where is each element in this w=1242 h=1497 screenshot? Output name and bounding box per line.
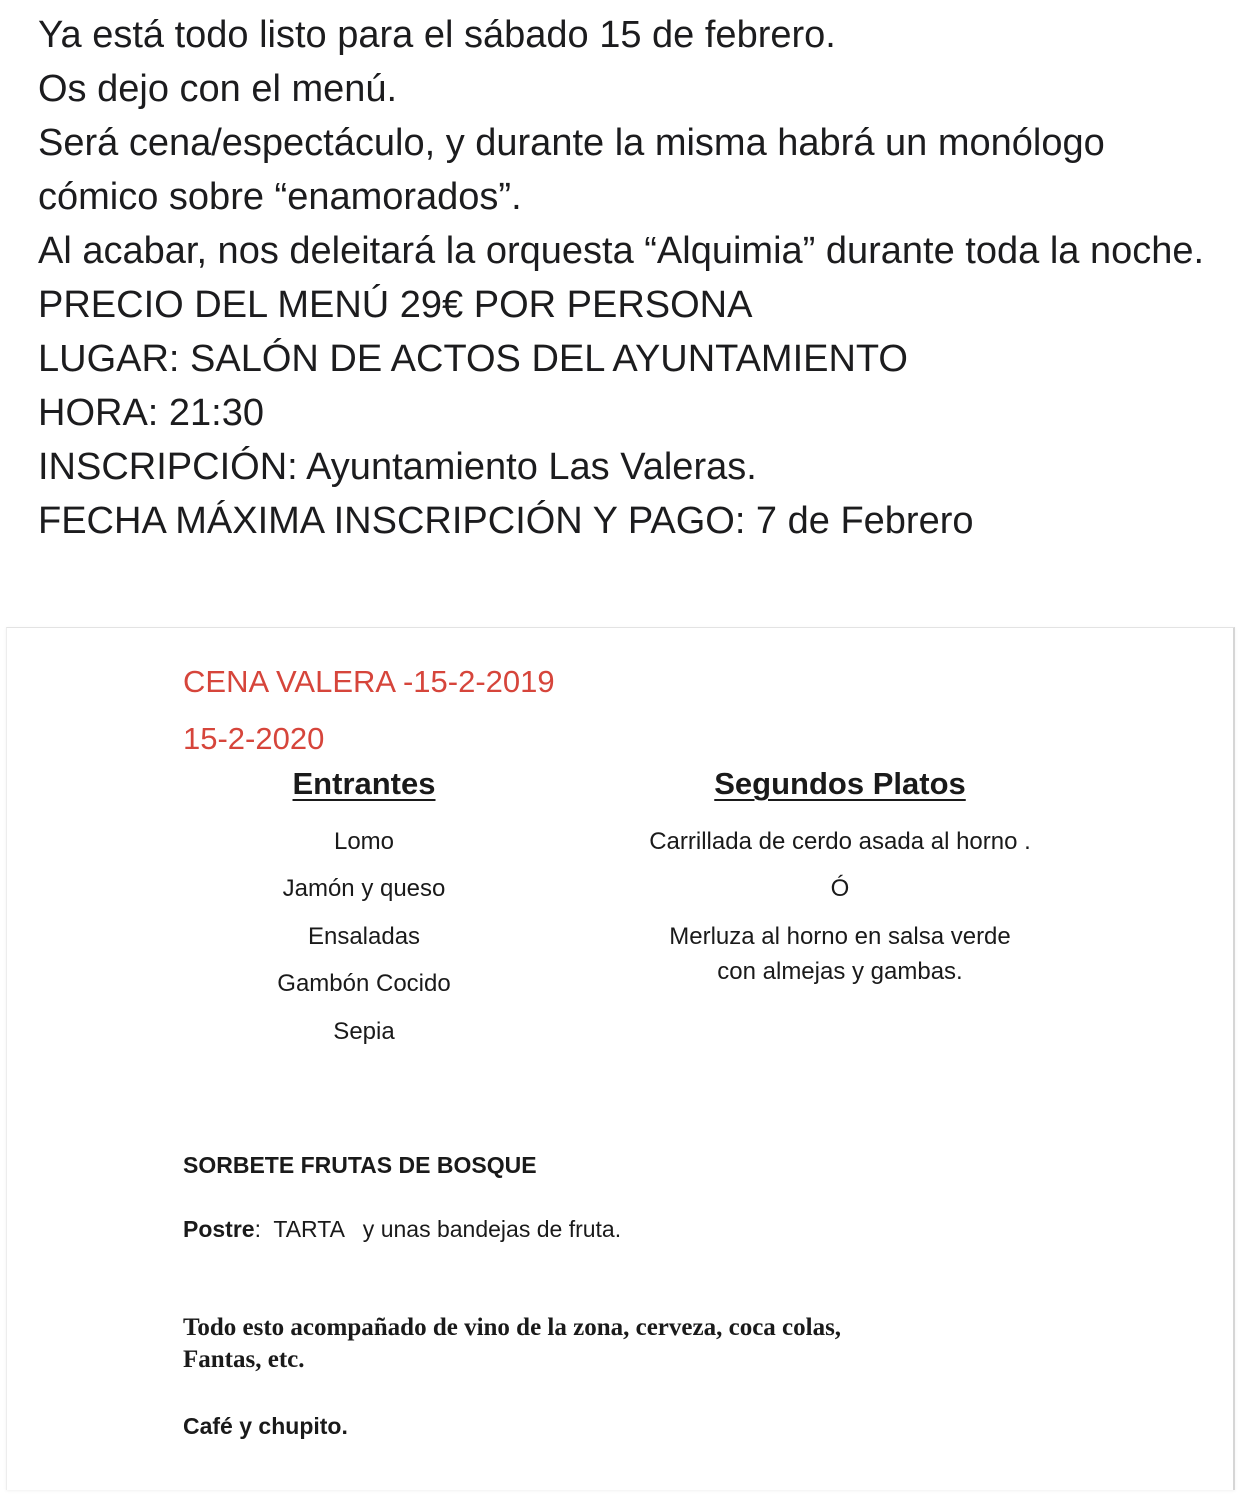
menu-document-image[interactable] [6,627,1235,1490]
post-line-deadline: FECHA MÁXIMA INSCRIPCIÓN Y PAGO: 7 de Febrero [38,500,974,542]
menu-date: 15-2-2020 [183,721,325,756]
post-line-intro: Ya está todo listo para el sábado 15 de febrero. [38,14,836,56]
starters-heading: Entrantes [292,766,436,801]
main-item: Merluza al horno en salsa verde [669,923,1011,950]
post-line-menu: Os dejo con el menú. [38,68,398,110]
starter-item: Gambón Cocido [277,970,451,997]
main-item-continued: con almejas y gambas. [717,958,963,985]
drinks-line-continued: Fantas, etc. [183,1346,305,1373]
dessert-line [183,1216,621,1243]
starter-item: Ensaladas [307,923,421,950]
post-line-time: HORA: 21:30 [38,392,264,434]
drinks-line: Todo esto acompañado de vino de la zona, cerveza, coca colas, [183,1314,842,1341]
mains-heading: Segundos Platos [714,766,966,801]
main-item: Carrillada de cerdo asada al horno . [649,828,1031,855]
sorbet-line: SORBETE FRUTAS DE BOSQUE [183,1152,537,1178]
main-separator: Ó [830,875,850,902]
post-line-signup: INSCRIPCIÓN: Ayuntamiento Las Valeras. [38,446,757,488]
dessert-text: : TARTA y unas bandejas de fruta. [254,1216,622,1242]
menu-title: CENA VALERA -15-2-2019 [183,664,555,699]
starter-item: Jamón y queso [282,875,446,902]
post-text [38,8,1228,548]
dessert-label: Postre [183,1216,255,1242]
coffee-line: Café y chupito. [183,1413,348,1439]
post-line-show: Será cena/espectáculo, y durante la misma habrá un monólogo cómico sobre “enamorados”. [38,122,1105,218]
post-line-price: PRECIO DEL MENÚ 29€ POR PERSONA [38,284,753,326]
post-line-orchestra: Al acabar, nos deleitará la orquesta “Alquimia” durante toda la noche. [38,230,1205,272]
starter-item: Sepia [333,1018,395,1045]
post-line-place: LUGAR: SALÓN DE ACTOS DEL AYUNTAMIENTO [38,338,908,380]
starter-item: Lomo [333,828,395,855]
